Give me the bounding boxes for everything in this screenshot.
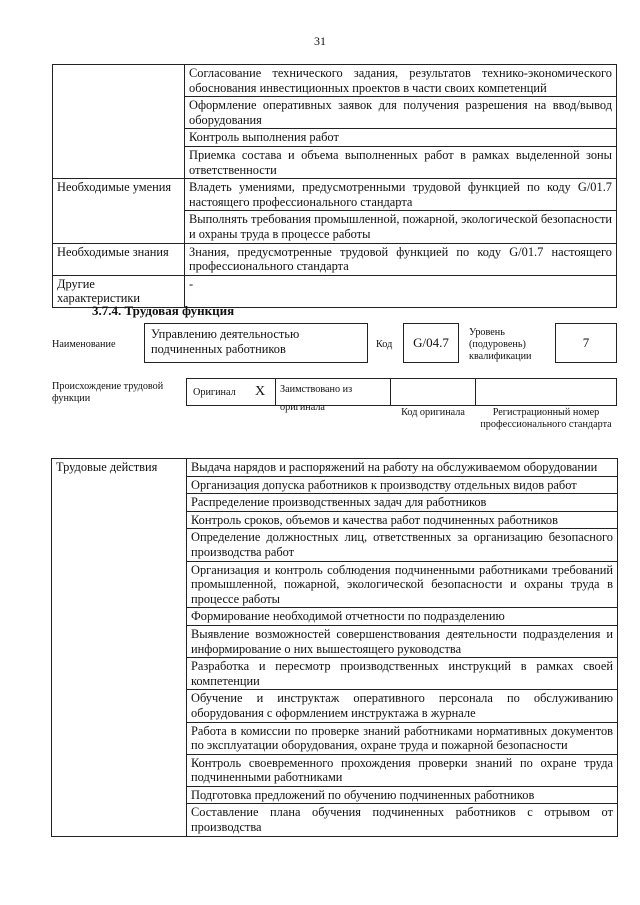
- table-cell: Определение должностных лиц, ответственных за организацию безопасного производства работ: [187, 529, 618, 561]
- table-cell: Разработка и пересмотр производственных инструкций в рамках своей компетенции: [187, 658, 618, 690]
- origin-borrowed-cell: [275, 378, 391, 413]
- page-number: 31: [314, 34, 326, 48]
- origin-label: Происхождение трудовой функции: [52, 381, 164, 404]
- table-cell: Работа в комиссии по проверке знаний работниками нормативных документов по эксплуатации оборудования, охране труда и пожарной безопасности: [187, 722, 618, 754]
- level-label: Уровень (подуровень) квалификации: [469, 327, 532, 362]
- table-cell: Организация и контроль соблюдения подчиненными работниками требований промышленной, пожарной, экологической безопасности и охраны труда в процессе работы: [187, 561, 618, 608]
- table-cell: Контроль сроков, объемов и качества работ подчиненных работников: [187, 511, 618, 529]
- original-mark: X: [255, 384, 266, 399]
- row-label-knowledge: Необходимые знания: [53, 243, 185, 275]
- table-cell: Знания, предусмотренные трудовой функцией по коду G/01.7 настоящего профессионального стандарта: [185, 243, 617, 275]
- name-label: Наименование: [52, 339, 116, 350]
- row-label-other: Другие характеристики: [53, 275, 185, 307]
- table-cell: Формирование необходимой отчетности по подразделению: [187, 608, 618, 626]
- code-label: Код: [376, 339, 393, 350]
- table-cell: Выявление возможностей совершенствования деятельности подразделения и информирование о них вышестоящего руководства: [187, 625, 618, 657]
- table-cell: Согласование технического задания, результатов технико-экономического обоснования инвестиционных проектов в части своих компетенций: [185, 65, 617, 97]
- table-cell: Обучение и инструктаж оперативного персонала по обслуживанию оборудования с оформлением инструктажа в журнале: [187, 690, 618, 722]
- table-cell: Владеть умениями, предусмотренными трудовой функцией по коду G/01.7 настоящего профессионального стандарта: [185, 179, 617, 211]
- labor-actions-label: Трудовые действия: [52, 459, 187, 837]
- table-cell: Выдача нарядов и распоряжений на работу на обслуживаемом оборудовании: [187, 459, 618, 477]
- table-cell: Приемка состава и объема выполненных работ в рамках выделенной зоны ответственности: [185, 146, 617, 178]
- section-heading: 3.7.4. Трудовая функция: [92, 303, 235, 318]
- table-cell: -: [185, 275, 617, 307]
- table-cell: Выполнять требования промышленной, пожарной, экологической безопасности и охраны труда в процессе работы: [185, 211, 617, 243]
- table-cell: Подготовка предложений по обучению подчиненных работников: [187, 786, 618, 804]
- qualification-level: 7: [555, 323, 617, 363]
- table-cell: Оформление оперативных заявок для получения разрешения на ввод/вывод оборудования: [185, 97, 617, 129]
- table-cell: Составление плана обучения подчиненных работников с отрывом от производства: [187, 804, 618, 836]
- original-code-box: [390, 378, 476, 406]
- code-caption: Код оригинала: [401, 407, 465, 418]
- function-name: Управлению деятельностью подчиненных работников: [144, 323, 368, 363]
- table-cell: Контроль выполнения работ: [185, 129, 617, 147]
- competency-table: [52, 64, 617, 308]
- table-cell: Контроль своевременного прохождения проверки знаний по охране труда подчиненными работниками: [187, 754, 618, 786]
- function-code: G/04.7: [403, 323, 459, 363]
- reg-number-box: [475, 378, 617, 406]
- original-label: Оригинал: [193, 387, 236, 398]
- row-label-blank: [53, 65, 185, 179]
- row-label-skills: Необходимые умения: [53, 179, 185, 243]
- labor-actions-table: [51, 458, 618, 837]
- borrowed-label: Заимствовано из оригинала: [280, 384, 353, 413]
- table-cell: Организация допуска работников к производству отдельных видов работ: [187, 476, 618, 494]
- reg-caption: Регистрационный номер профессионального стандарта: [480, 407, 612, 430]
- origin-original-cell: [186, 378, 276, 406]
- table-cell: Распределение производственных задач для работников: [187, 494, 618, 512]
